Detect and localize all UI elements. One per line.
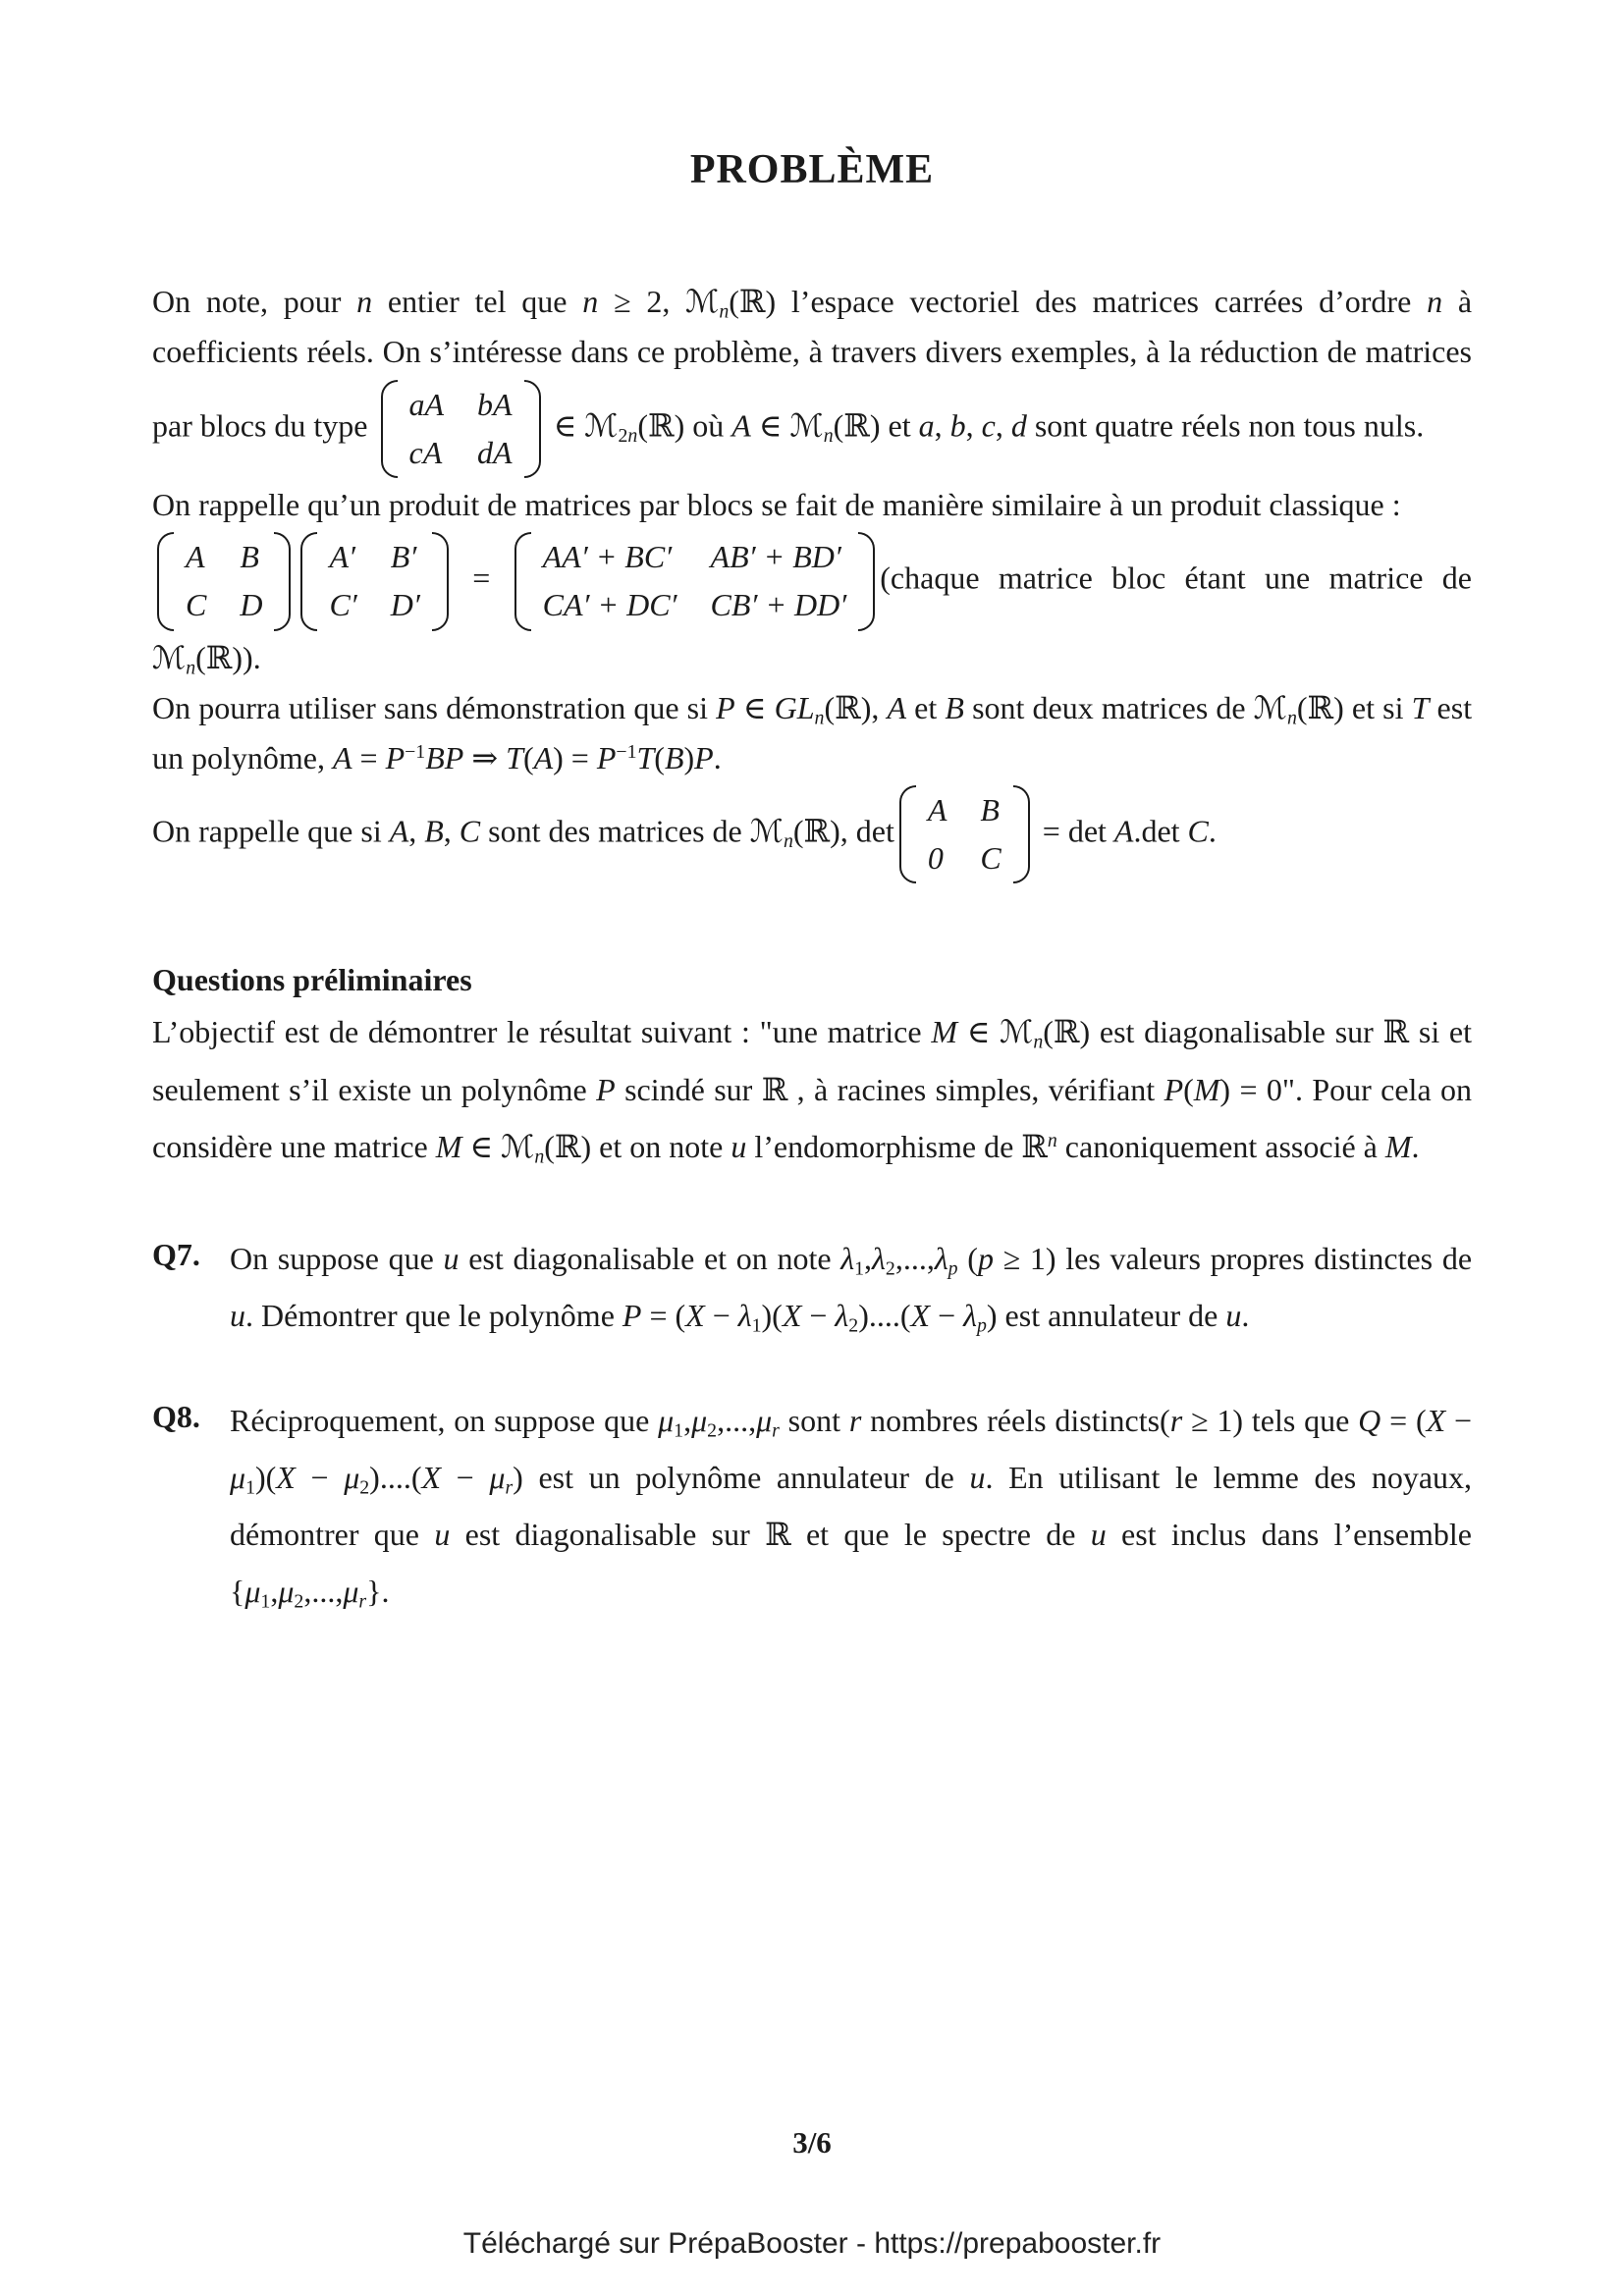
text-run: }. xyxy=(366,1574,390,1610)
section-heading-preliminary-questions: Questions préliminaires xyxy=(152,962,472,998)
text-run: λ xyxy=(840,1241,855,1277)
text-run: X xyxy=(276,1459,296,1495)
text-run: C xyxy=(1187,813,1209,849)
text-run: λ xyxy=(737,1298,752,1334)
text-run: μ xyxy=(344,1459,360,1495)
text-run: d xyxy=(1010,407,1027,444)
text-run: −1 xyxy=(616,740,637,763)
script-M-symbol: ℳ xyxy=(685,283,720,321)
text-run: A xyxy=(1113,813,1134,849)
left-parenthesis xyxy=(899,785,916,883)
text-run: T xyxy=(636,739,655,775)
text-run: 1 xyxy=(260,1590,271,1613)
text-run: μ xyxy=(691,1402,708,1438)
blackboard-R-symbol: ℝ xyxy=(554,1127,581,1165)
script-M-symbol: ℳ xyxy=(152,638,187,676)
blackboard-R-symbol: ℝ xyxy=(843,406,870,445)
left-parenthesis xyxy=(300,532,317,630)
script-M-symbol: ℳ xyxy=(501,1127,535,1165)
matrix-cell: C xyxy=(980,840,1001,877)
matrix-cells xyxy=(531,532,859,630)
matrix-cells xyxy=(916,785,1013,883)
text-run: ≥ 2, xyxy=(598,284,686,320)
text-run: , xyxy=(864,1241,873,1277)
text-run: 1 xyxy=(674,1419,684,1442)
text-run: ) et si xyxy=(1333,689,1412,725)
paragraph-block-product-intro xyxy=(152,480,1472,530)
text-run: u xyxy=(434,1517,451,1553)
text-run: ), det xyxy=(830,813,894,849)
left-parenthesis xyxy=(381,380,398,478)
text-run: ( xyxy=(637,407,648,444)
text-run: A xyxy=(731,407,751,444)
text-run: − xyxy=(1445,1402,1473,1438)
text-run: C xyxy=(459,813,481,849)
text-run: B xyxy=(664,739,684,775)
matrix-cell: A xyxy=(186,539,205,575)
text-run: ( xyxy=(522,739,534,775)
text-run: −1 xyxy=(405,740,426,763)
text-run: a xyxy=(918,407,935,444)
right-parenthesis xyxy=(274,532,291,630)
text-run: sont xyxy=(779,1402,849,1438)
text-run: ∈ xyxy=(750,407,790,444)
text-run: T xyxy=(1411,689,1430,725)
blackboard-R-symbol: ℝ xyxy=(1307,688,1334,726)
text-run: ( xyxy=(1296,689,1308,725)
text-run: ,..., xyxy=(303,1574,344,1610)
text-run: p xyxy=(976,1314,987,1337)
text-run: l’endomorphisme de xyxy=(746,1128,1022,1164)
text-run: μ xyxy=(756,1402,773,1438)
text-run: μ xyxy=(343,1574,359,1610)
text-run: p xyxy=(977,1241,994,1277)
text-run: p xyxy=(947,1257,958,1280)
text-run: sont des matrices de xyxy=(480,813,750,849)
text-run: nombres réels distincts( xyxy=(861,1402,1170,1438)
text-run: n xyxy=(582,284,599,320)
text-run: ) xyxy=(683,739,695,775)
text-run: P xyxy=(596,739,617,775)
text-run: B xyxy=(945,689,964,725)
page-number: 3/6 xyxy=(792,2125,832,2160)
text-run: = xyxy=(453,560,510,596)
text-run: à coefficients réels. On s’intéresse dans ce problème, à travers divers exemples, à la réduction de matrices par blocs du type xyxy=(152,284,1473,444)
text-run: 2 xyxy=(359,1476,370,1499)
text-run: si et seulement s’il existe un polynôme xyxy=(152,1014,1473,1107)
blackboard-R-symbol: ℝ xyxy=(765,1516,791,1554)
text-run: est diagonalisable sur xyxy=(450,1517,766,1553)
text-run: = ( xyxy=(641,1298,686,1334)
text-run: c xyxy=(981,407,996,444)
text-run: ∈ xyxy=(461,1128,502,1164)
text-run: ( xyxy=(1183,1071,1194,1107)
text-run: − xyxy=(295,1459,345,1495)
matrix-cell: CA′ + DC′ xyxy=(542,587,677,623)
text-run: A xyxy=(332,739,352,775)
text-run: . xyxy=(1411,1128,1420,1164)
text-run: (chaque matrice bloc étant une matrice de xyxy=(880,560,1473,596)
blackboard-R-symbol: ℝ xyxy=(1382,1013,1410,1051)
text-run: . Démontrer que le polynôme xyxy=(245,1298,623,1334)
blackboard-R-symbol: ℝ xyxy=(761,1070,788,1108)
blackboard-R-symbol: ℝ xyxy=(648,406,675,445)
text-run: μ xyxy=(230,1459,246,1495)
script-M-symbol: ℳ xyxy=(1000,1013,1034,1051)
page-title: PROBLÈME xyxy=(689,147,935,192)
text-run: entier tel que xyxy=(372,284,583,320)
right-parenthesis xyxy=(524,380,541,478)
text-run: n xyxy=(1286,707,1297,729)
text-run: 2 xyxy=(848,1314,859,1337)
text-run: u xyxy=(969,1459,986,1495)
text-run: , xyxy=(270,1574,279,1610)
matrix-cell: B xyxy=(980,792,1000,828)
matrix-cells xyxy=(317,532,431,630)
text-run: 2 xyxy=(885,1257,895,1280)
text-run: A xyxy=(389,813,409,849)
text-run: 1 xyxy=(751,1314,762,1337)
matrix-cell: AA′ + BC′ xyxy=(542,539,673,575)
text-run: n xyxy=(1047,1130,1057,1151)
text-run: T xyxy=(506,739,523,775)
text-run: ( xyxy=(544,1128,555,1164)
text-run: ,..., xyxy=(717,1402,757,1438)
text-run: ( xyxy=(833,407,844,444)
text-run: )( xyxy=(254,1459,277,1495)
right-parenthesis xyxy=(432,532,449,630)
text-run: ( xyxy=(729,284,739,320)
script-M-symbol: ℳ xyxy=(789,406,824,445)
text-run: ( xyxy=(824,689,836,725)
text-run: λ xyxy=(835,1298,849,1334)
matrix xyxy=(899,785,1030,883)
text-run: M xyxy=(931,1014,957,1050)
text-run: . xyxy=(1208,813,1217,849)
text-run: canoniquement associé à xyxy=(1056,1128,1385,1164)
text-run: u xyxy=(1225,1298,1242,1334)
text-run: ( xyxy=(1043,1014,1054,1050)
text-run: , à racines simples, vérifiant xyxy=(787,1071,1164,1107)
text-run: λ xyxy=(934,1241,948,1277)
matrix xyxy=(300,532,448,630)
right-parenthesis xyxy=(858,532,875,630)
text-run: ( xyxy=(195,639,206,675)
text-run: r xyxy=(1169,1402,1183,1438)
text-run: )( xyxy=(761,1298,783,1334)
text-run: et que le spectre de xyxy=(790,1517,1091,1553)
text-run: r xyxy=(505,1476,514,1499)
blackboard-R-symbol: ℝ xyxy=(1021,1127,1048,1165)
text-run: ) = xyxy=(553,739,597,775)
script-M-symbol: ℳ xyxy=(749,812,784,850)
text-run: 2 xyxy=(618,424,628,447)
left-parenthesis xyxy=(157,532,174,630)
matrix-cell: A xyxy=(927,792,947,828)
text-run: μ xyxy=(244,1574,261,1610)
text-run: μ xyxy=(278,1574,295,1610)
text-run: M xyxy=(1384,1128,1412,1164)
question-q7-label: Q7. xyxy=(152,1237,200,1273)
left-parenthesis xyxy=(514,532,531,630)
text-run: et xyxy=(906,689,946,725)
matrix-cell: D xyxy=(240,587,263,623)
text-run: sont quatre réels non tous nuls. xyxy=(1026,407,1425,444)
text-run: − xyxy=(801,1298,836,1334)
text-run: scindé sur xyxy=(615,1071,762,1107)
text-run: X xyxy=(910,1298,931,1334)
text-run: ) et xyxy=(869,407,919,444)
text-run: On suppose que xyxy=(230,1241,444,1277)
text-run: ( xyxy=(654,739,665,775)
text-run: μ xyxy=(489,1459,506,1495)
text-run: Réciproquement, on suppose que xyxy=(230,1402,659,1438)
equation-block-product xyxy=(152,530,1472,683)
matrix-cell: C′ xyxy=(329,587,357,623)
matrix-cell: B′ xyxy=(390,539,417,575)
text-run: ) = 0". Pour cela on considère une matrice xyxy=(152,1071,1473,1164)
text-run: = det xyxy=(1034,813,1114,849)
matrix-cell: cA xyxy=(408,434,443,470)
text-run: ) et on note xyxy=(580,1128,731,1164)
text-run: n xyxy=(823,424,834,447)
matrix-cell: bA xyxy=(477,386,513,422)
matrix-cells xyxy=(174,532,274,630)
text-run: . En utilisant le lemme des noyaux, démontrer que xyxy=(230,1459,1473,1553)
text-run: ∈ xyxy=(545,407,585,444)
matrix-cell: D′ xyxy=(390,587,420,623)
text-run: u xyxy=(731,1128,747,1164)
text-run: , xyxy=(683,1402,692,1438)
text-run: P xyxy=(694,739,714,775)
matrix-cell: 0 xyxy=(927,840,944,877)
text-run: Q xyxy=(1358,1402,1381,1438)
paragraph-determinant-property xyxy=(152,783,1472,885)
text-run: ≥ 1) tels que xyxy=(1182,1402,1359,1438)
text-run: ∈ xyxy=(734,689,775,725)
text-run: M xyxy=(435,1128,462,1164)
text-run: M xyxy=(1193,1071,1220,1107)
question-q7 xyxy=(152,1230,1472,1344)
text-run: u xyxy=(1090,1517,1107,1553)
text-run: est inclus dans l’ensemble { xyxy=(230,1517,1473,1610)
matrix xyxy=(157,532,291,630)
text-run: On rappelle qu’un produit de matrices par blocs se fait de manière similaire à un produit classique : xyxy=(152,486,1401,522)
matrix-cell: dA xyxy=(477,434,513,470)
text-run: n xyxy=(719,300,730,323)
matrix-cell: AB′ + BD′ xyxy=(710,539,841,575)
text-run: ) est un polynôme annulateur de xyxy=(513,1459,970,1495)
text-run: )....( xyxy=(858,1298,911,1334)
text-run: n xyxy=(814,707,825,729)
text-run: est diagonalisable et on note xyxy=(459,1241,841,1277)
script-M-symbol: ℳ xyxy=(584,406,619,445)
text-run: X xyxy=(1426,1402,1446,1438)
text-run: ( xyxy=(792,813,804,849)
text-run: P xyxy=(622,1298,642,1334)
matrix-cell: aA xyxy=(408,386,445,422)
text-run: ) l’espace vectoriel des matrices carrées d’ordre xyxy=(765,284,1428,320)
text-run: 1 xyxy=(245,1476,255,1499)
text-run: sont deux matrices de xyxy=(963,689,1254,725)
text-run: n xyxy=(783,830,793,853)
text-run: = ( xyxy=(1380,1402,1427,1438)
text-run: ≥ 1) les valeurs propres distinctes de xyxy=(993,1241,1473,1277)
matrix-cell: C xyxy=(186,587,207,623)
text-run: B xyxy=(424,813,444,849)
text-run: − xyxy=(704,1298,738,1334)
right-parenthesis xyxy=(1013,785,1030,883)
text-run: λ xyxy=(963,1298,977,1334)
text-run: μ xyxy=(658,1402,675,1438)
download-note: Téléchargé sur PrépaBooster - https://prepabooster.fr xyxy=(462,2227,1162,2260)
text-run: r xyxy=(358,1590,367,1613)
text-run: X xyxy=(685,1298,705,1334)
text-run: X xyxy=(421,1459,442,1495)
blackboard-R-symbol: ℝ xyxy=(803,812,831,850)
paragraph-notation xyxy=(152,277,1472,480)
text-run: n xyxy=(186,657,196,679)
text-run: ⇒ xyxy=(463,739,507,775)
text-run: 2 xyxy=(294,1590,304,1613)
text-run: ), xyxy=(860,689,888,725)
matrix xyxy=(381,380,541,478)
blackboard-R-symbol: ℝ xyxy=(738,283,766,321)
text-run: u xyxy=(230,1298,245,1334)
matrix-cell: B xyxy=(240,539,259,575)
text-run: n xyxy=(1427,284,1443,320)
text-run: n xyxy=(1033,1031,1044,1053)
matrix-cell: A′ xyxy=(329,539,355,575)
text-run: . xyxy=(713,739,722,775)
text-run: u xyxy=(443,1241,460,1277)
text-run: ,..., xyxy=(894,1241,935,1277)
text-run: = xyxy=(352,739,386,775)
text-run: P xyxy=(1164,1071,1184,1107)
paragraph-similarity-property xyxy=(152,683,1472,783)
text-run: . xyxy=(1241,1298,1250,1334)
text-run: .det xyxy=(1133,813,1188,849)
text-run: P xyxy=(596,1071,616,1107)
text-run: L’objectif est de démontrer le résultat suivant : "une matrice xyxy=(152,1014,932,1050)
text-run: ∈ xyxy=(956,1014,1001,1050)
question-q7-body xyxy=(230,1230,1472,1344)
text-run: r xyxy=(772,1419,780,1442)
text-run: BP xyxy=(425,739,464,775)
text-run: X xyxy=(782,1298,802,1334)
matrix xyxy=(514,532,876,630)
text-run: A xyxy=(887,689,907,725)
text-run: est un polynôme, xyxy=(152,689,1473,775)
text-run: , xyxy=(995,407,1011,444)
text-run: ) est annulateur de xyxy=(986,1298,1226,1334)
text-run: A xyxy=(533,739,554,775)
script-M-symbol: ℳ xyxy=(1253,688,1287,726)
text-run: On note, pour xyxy=(152,284,357,320)
text-run: ) est diagonalisable sur xyxy=(1079,1014,1383,1050)
text-run: ) où xyxy=(674,407,732,444)
paragraph-objective xyxy=(152,1003,1472,1175)
text-run: P xyxy=(716,689,735,725)
matrix-cells xyxy=(398,380,524,478)
matrix-cell: CB′ + DD′ xyxy=(710,587,847,623)
text-run: ( xyxy=(957,1241,978,1277)
text-run: )....( xyxy=(369,1459,422,1495)
text-run: b xyxy=(949,407,966,444)
text-run: − xyxy=(441,1459,490,1495)
text-run: 1 xyxy=(854,1257,865,1280)
blackboard-R-symbol: ℝ xyxy=(835,688,861,726)
question-q8-body xyxy=(230,1392,1472,1621)
text-run: P xyxy=(385,739,406,775)
question-q8-label: Q8. xyxy=(152,1398,200,1434)
blackboard-R-symbol: ℝ xyxy=(205,638,233,676)
text-run: − xyxy=(930,1298,964,1334)
text-run: , xyxy=(934,407,950,444)
text-run: r xyxy=(848,1402,862,1438)
text-run: On rappelle que si xyxy=(152,813,390,849)
text-run: n xyxy=(356,284,373,320)
text-run: GL xyxy=(774,689,815,725)
question-q8 xyxy=(152,1392,1472,1621)
text-run: n xyxy=(534,1146,545,1168)
text-run: 2 xyxy=(707,1419,718,1442)
text-run: λ xyxy=(872,1241,886,1277)
blackboard-R-symbol: ℝ xyxy=(1053,1013,1080,1051)
text-run: n xyxy=(627,424,638,447)
text-run: , xyxy=(965,407,982,444)
text-run: , xyxy=(408,813,425,849)
text-run: )). xyxy=(232,639,261,675)
text-run: , xyxy=(443,813,460,849)
text-run: On pourra utiliser sans démonstration que si xyxy=(152,689,717,725)
